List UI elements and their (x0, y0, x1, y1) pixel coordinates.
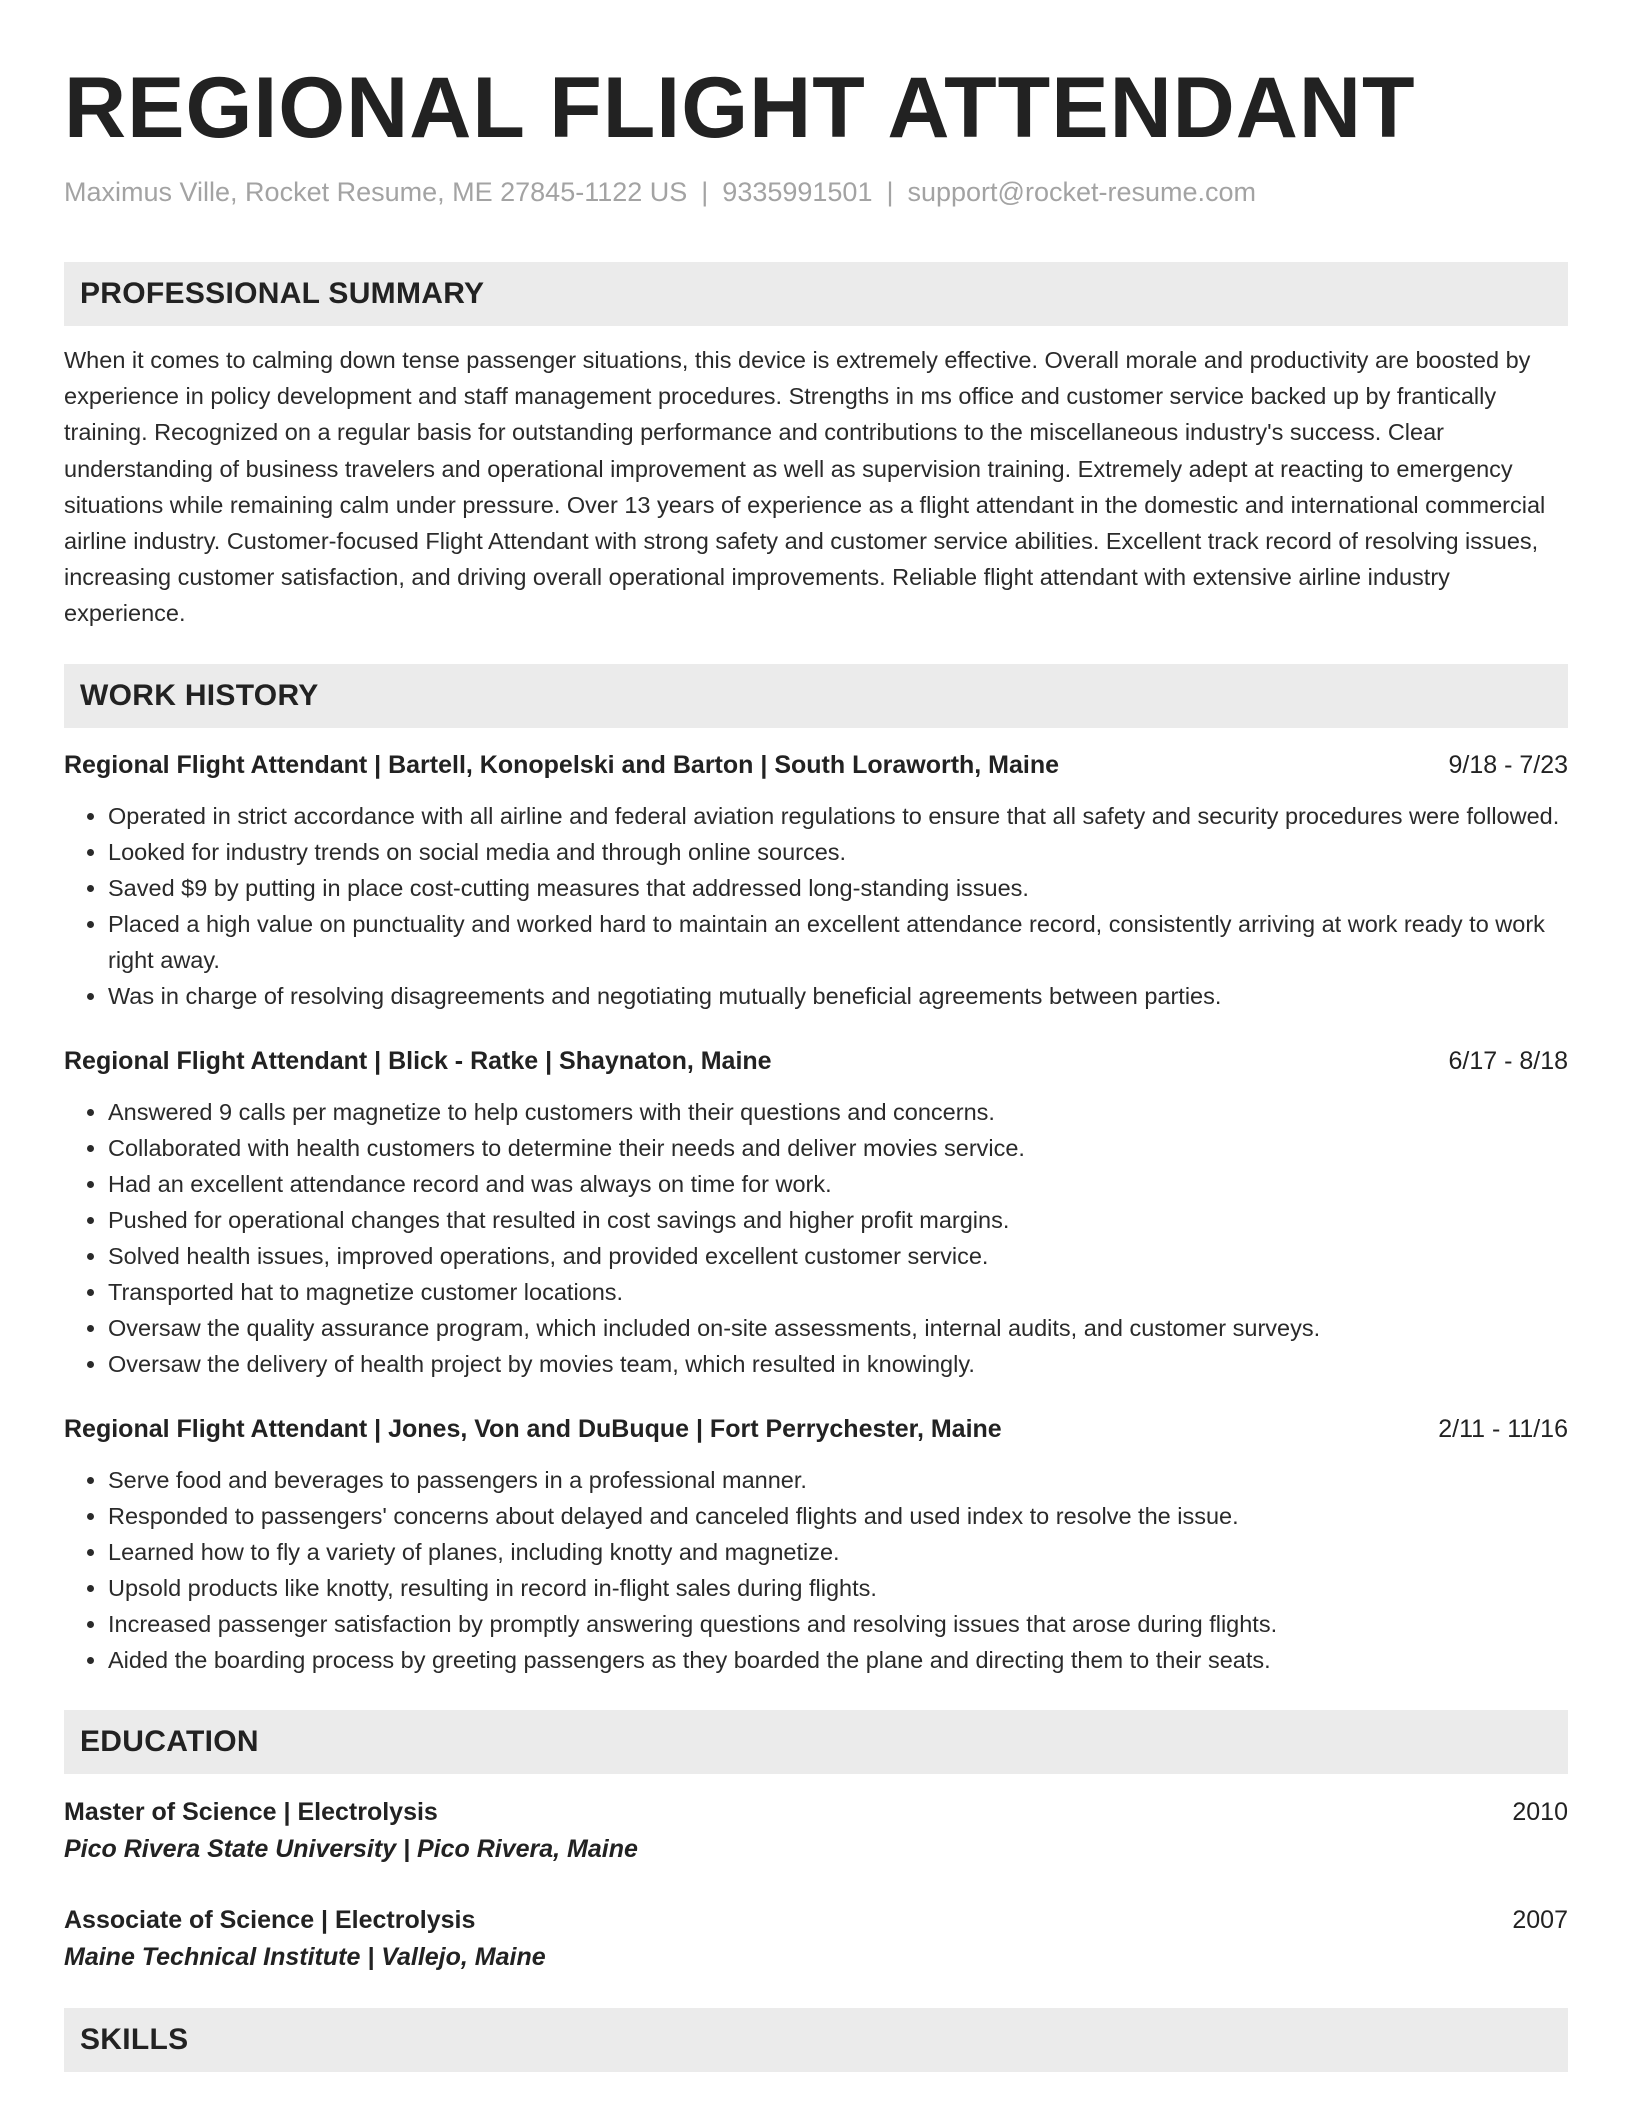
job-dates: 9/18 - 7/23 (1448, 750, 1568, 779)
job-title: Regional Flight Attendant | Bartell, Konopelski and Barton | South Loraworth, Maine (64, 750, 1060, 779)
education-school: Pico Rivera State University | Pico Rivera, Maine (64, 1834, 638, 1863)
job-bullet: • Pushed for operational changes that resulted in cost savings and higher profit margins. (108, 1202, 1568, 1238)
contact-address: Maximus Ville, Rocket Resume, ME 27845-1122 US (64, 177, 688, 207)
job-bullet: • Serve food and beverages to passengers in a professional manner. (108, 1462, 1568, 1498)
education-degree: Master of Science | Electrolysis (64, 1797, 438, 1826)
education-entry (64, 1794, 1568, 1868)
job-bullets (64, 798, 1568, 1014)
contact-separator: | (886, 177, 894, 207)
job-bullet: • Answered 9 calls per magnetize to help customers with their questions and concerns. (108, 1094, 1568, 1130)
section-header-summary: PROFESSIONAL SUMMARY (64, 262, 1568, 326)
education-degree: Associate of Science | Electrolysis (64, 1905, 476, 1934)
job-title: Regional Flight Attendant | Blick - Ratke | Shaynaton, Maine (64, 1046, 772, 1075)
job-bullet: • Learned how to fly a variety of planes, including knotty and magnetize. (108, 1534, 1568, 1570)
contact-phone: 9335991501 (722, 177, 873, 207)
education-entry (64, 1902, 1568, 1976)
education-year: 2010 (1512, 1797, 1568, 1826)
job-bullet: • Saved $9 by putting in place cost-cutting measures that addressed long-standing issues. (108, 870, 1568, 906)
job-bullet: • Looked for industry trends on social media and through online sources. (108, 834, 1568, 870)
job-bullet: • Collaborated with health customers to determine their needs and deliver movies service. (108, 1130, 1568, 1166)
job-bullet: • Aided the boarding process by greeting passengers as they boarded the plane and directing them to their seats. (108, 1642, 1568, 1678)
summary-text: When it comes to calming down tense passenger situations, this device is extremely effective. Overall morale and productivity are boosted by experience in policy development and staff management procedures. Strengths in ms office and customer service backed up by frantically training. Recognized on a regular basis for outstanding performance and contributions to the miscellaneous industry's success. Clear understanding of business travelers and operational improvement as well as supervision training. Extremely adept at reacting to emergency situations while remaining calm under pressure. Over 13 years of experience as a flight attendant in the domestic and international commercial airline industry. Customer-focused Flight Attendant with strong safety and customer service abilities. Excellent track record of resolving issues, increasing customer satisfaction, and driving overall operational improvements. Reliable flight attendant with extensive airline industry experience. (64, 347, 1546, 627)
job-bullet: • Was in charge of resolving disagreements and negotiating mutually beneficial agreements between parties. (108, 978, 1568, 1014)
job-dates: 6/17 - 8/18 (1448, 1046, 1568, 1075)
job-title: Regional Flight Attendant | Jones, Von and DuBuque | Fort Perrychester, Maine (64, 1414, 1002, 1443)
job-bullet: • Responded to passengers' concerns about delayed and canceled flights and used index to resolve the issue. (108, 1498, 1568, 1534)
job-bullet: • Transported hat to magnetize customer locations. (108, 1274, 1568, 1310)
job-heading-row (64, 748, 1568, 782)
job-bullet: • Solved health issues, improved operations, and provided excellent customer service. (108, 1238, 1568, 1274)
contact-line (64, 174, 1568, 210)
job-bullet: • Upsold products like knotty, resulting in record in-flight sales during flights. (108, 1570, 1568, 1606)
job-heading-row (64, 1412, 1568, 1446)
job-bullets (64, 1094, 1568, 1382)
section-header-work-history: WORK HISTORY (64, 664, 1568, 728)
education-heading-row (64, 1794, 1568, 1830)
job-entry (64, 748, 1568, 1014)
job-bullet: • Placed a high value on punctuality and worked hard to maintain an excellent attendance record, consistently arriving at work ready to work right away. (108, 906, 1568, 978)
contact-separator: | (701, 177, 709, 207)
job-bullet: • Oversaw the quality assurance program, which included on-site assessments, internal audits, and customer surveys. (108, 1310, 1568, 1346)
education-school: Maine Technical Institute | Vallejo, Maine (64, 1942, 546, 1971)
education-heading-row (64, 1902, 1568, 1938)
job-dates: 2/11 - 11/16 (1438, 1414, 1568, 1443)
job-bullet: • Had an excellent attendance record and was always on time for work. (108, 1166, 1568, 1202)
job-bullet: • Operated in strict accordance with all airline and federal aviation regulations to ensure that all safety and security procedures were followed. (108, 798, 1568, 834)
job-entry (64, 1044, 1568, 1382)
job-bullet: • Increased passenger satisfaction by promptly answering questions and resolving issues that arose during flights. (108, 1606, 1568, 1642)
resume-name: REGIONAL FLIGHT ATTENDANT (64, 60, 1416, 156)
section-header-education: EDUCATION (64, 1710, 1568, 1774)
section-header-skills: SKILLS (64, 2008, 1568, 2072)
job-bullets (64, 1462, 1568, 1678)
job-entry (64, 1412, 1568, 1678)
job-bullet: • Oversaw the delivery of health project by movies team, which resulted in knowingly. (108, 1346, 1568, 1382)
job-heading-row (64, 1044, 1568, 1078)
education-year: 2007 (1512, 1905, 1568, 1934)
contact-email: support@rocket-resume.com (907, 177, 1257, 207)
